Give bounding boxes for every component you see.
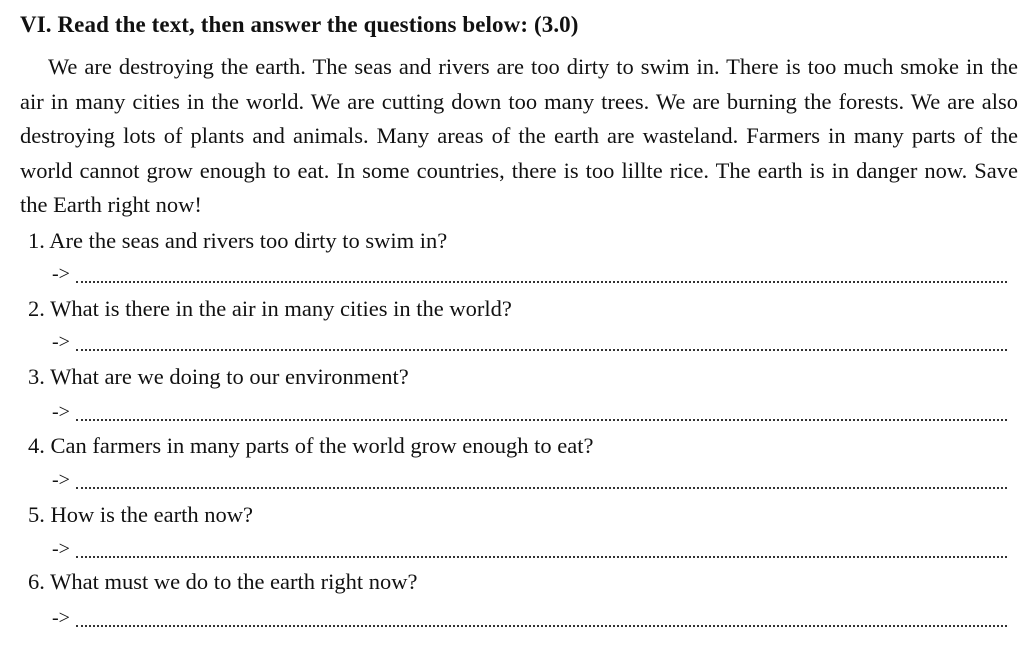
answer-arrow: -> xyxy=(52,538,70,560)
answer-arrow: -> xyxy=(52,331,70,353)
answer-line-4[interactable] xyxy=(52,466,1007,490)
question-3: 3. What are we doing to our environment? xyxy=(28,364,409,389)
question-5: 5. How is the earth now? xyxy=(28,502,253,527)
answer-dotted-line xyxy=(76,625,1007,627)
question-4: 4. Can farmers in many parts of the world grow enough to eat? xyxy=(28,433,594,458)
answer-line-2[interactable] xyxy=(52,328,1007,352)
answer-line-5[interactable] xyxy=(52,535,1007,559)
answer-dotted-line xyxy=(76,419,1007,421)
answer-arrow: -> xyxy=(52,607,70,629)
answer-line-6[interactable] xyxy=(52,604,1007,628)
question-1: 1. Are the seas and rivers too dirty to swim in? xyxy=(28,228,448,253)
question-2: 2. What is there in the air in many cities in the world? xyxy=(28,296,512,321)
answer-arrow: -> xyxy=(52,469,70,491)
answer-arrow: -> xyxy=(52,263,70,285)
answer-dotted-line xyxy=(76,349,1007,351)
answer-line-1[interactable] xyxy=(52,260,1007,284)
section-heading: VI. Read the text, then answer the questions below: (3.0) xyxy=(20,12,579,37)
reading-passage: We are destroying the earth. The seas and rivers are too dirty to swim in. There is too much smoke in the air in many cities in the world. We are cutting down too many trees. We are burning the forests. We are also destroying lots of plants and animals. Many areas of the earth are wasteland. Farmers in many parts of the world cannot grow enough to eat. In some countries, there is too lillte rice. The earth is in danger now. Save the Earth right now! xyxy=(20,54,1018,217)
answer-dotted-line xyxy=(76,281,1007,283)
answer-dotted-line xyxy=(76,556,1007,558)
answer-dotted-line xyxy=(76,487,1007,489)
question-6: 6. What must we do to the earth right now? xyxy=(28,569,418,594)
answer-arrow: -> xyxy=(52,401,70,423)
answer-line-3[interactable] xyxy=(52,398,1007,422)
